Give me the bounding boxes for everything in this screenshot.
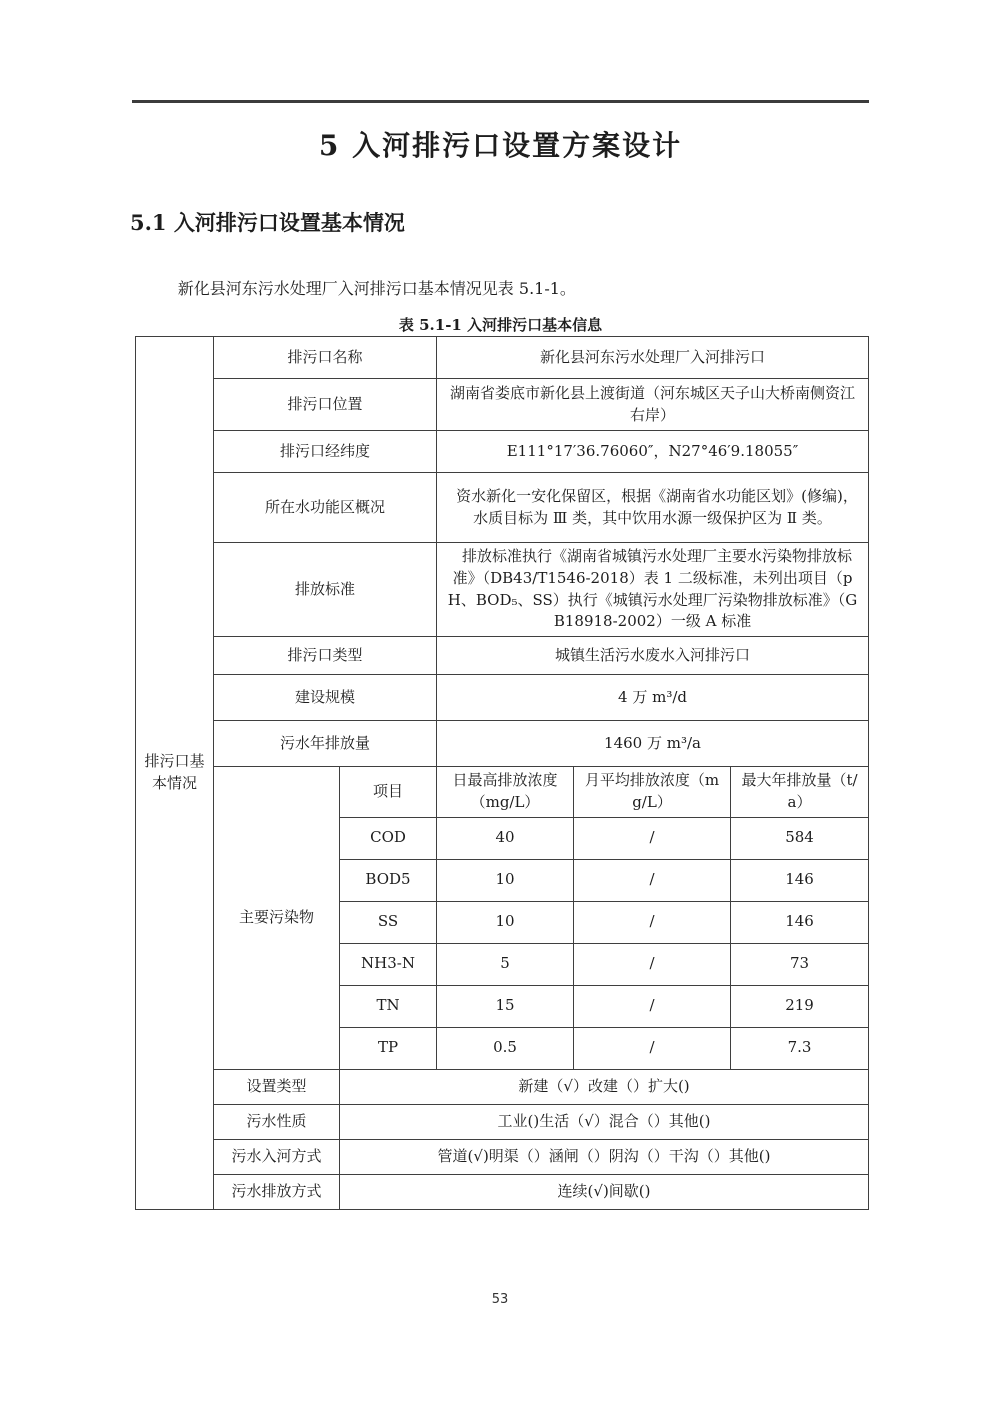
pollutant-name: NH3-N xyxy=(340,943,437,985)
intro-paragraph: 新化县河东污水处理厂入河排污口基本情况见表 5.1-1。 xyxy=(177,279,576,298)
row-value: 1460 万 m³/a xyxy=(437,721,869,767)
pollutant-daily-max: 15 xyxy=(437,985,574,1027)
column-header: 最大年排放量（t/a） xyxy=(731,767,869,818)
option-row xyxy=(136,1139,869,1174)
row-value: 新建（√）改建（）扩大() xyxy=(340,1069,869,1104)
table-row xyxy=(136,675,869,721)
pollutant-daily-max: 0.5 xyxy=(437,1027,574,1069)
pollutant-daily-max: 10 xyxy=(437,901,574,943)
row-label: 排污口名称 xyxy=(214,337,437,379)
row-label: 污水性质 xyxy=(214,1104,340,1139)
table-row xyxy=(136,637,869,675)
option-row xyxy=(136,1069,869,1104)
pollutant-name: BOD5 xyxy=(340,859,437,901)
pollutant-monthly-avg: / xyxy=(574,817,731,859)
table-row xyxy=(136,473,869,543)
pollutant-annual-max: 584 xyxy=(731,817,869,859)
group-label-cell: 排污口基本情况 xyxy=(136,337,214,1210)
table-row xyxy=(136,721,869,767)
pollutant-name: TN xyxy=(340,985,437,1027)
header-rule xyxy=(132,100,869,103)
row-value: 湖南省娄底市新化县上渡街道（河东城区天子山大桥南侧资江右岸） xyxy=(437,379,869,431)
pollutant-annual-max: 219 xyxy=(731,985,869,1027)
table-row xyxy=(136,337,869,379)
row-label: 建设规模 xyxy=(214,675,437,721)
row-value: 4 万 m³/d xyxy=(437,675,869,721)
table-row xyxy=(136,379,869,431)
row-value: 管道(√)明渠（）涵闸（）阴沟（）干沟（）其他() xyxy=(340,1139,869,1174)
row-value: 工业()生活（√）混合（）其他() xyxy=(340,1104,869,1139)
row-label: 排污口经纬度 xyxy=(214,431,437,473)
column-header: 项目 xyxy=(340,767,437,818)
option-row xyxy=(136,1174,869,1209)
pollutant-name: TP xyxy=(340,1027,437,1069)
pollutant-header-row xyxy=(136,767,869,818)
row-label: 污水排放方式 xyxy=(214,1174,340,1209)
column-header: 日最高排放浓度（mg/L） xyxy=(437,767,574,818)
pollutant-annual-max: 146 xyxy=(731,901,869,943)
row-value: 排放标准执行《湖南省城镇污水处理厂主要水污染物排放标准》（DB43/T1546-2018）表 1 二级标准，未列出项目（pH、BOD₅、SS）执行《城镇污水处理厂污染物排放标准》（GB18918-2002）一级 A 标准 xyxy=(437,543,869,637)
pollutant-annual-max: 146 xyxy=(731,859,869,901)
pollutant-daily-max: 40 xyxy=(437,817,574,859)
outlet-info-table xyxy=(135,336,869,1210)
pollutant-annual-max: 73 xyxy=(731,943,869,985)
row-label: 污水年排放量 xyxy=(214,721,437,767)
column-header: 月平均排放浓度（mg/L） xyxy=(574,767,731,818)
section-heading: 5.1 入河排污口设置基本情况 xyxy=(130,210,405,235)
row-value: 资水新化一安化保留区，根据《湖南省水功能区划》(修编)，水质目标为 Ⅲ 类，其中饮用水源一级保护区为 Ⅱ 类。 xyxy=(437,473,869,543)
row-value: 城镇生活污水废水入河排污口 xyxy=(437,637,869,675)
pollutant-daily-max: 10 xyxy=(437,859,574,901)
page-title: 5 入河排污口设置方案设计 xyxy=(318,129,683,162)
table-row xyxy=(136,543,869,637)
pollutant-monthly-avg: / xyxy=(574,1027,731,1069)
pollutant-monthly-avg: / xyxy=(574,943,731,985)
row-label: 排污口类型 xyxy=(214,637,437,675)
row-label: 排污口位置 xyxy=(214,379,437,431)
row-label: 排放标准 xyxy=(214,543,437,637)
pollutant-name: SS xyxy=(340,901,437,943)
row-label: 所在水功能区概况 xyxy=(214,473,437,543)
pollutant-monthly-avg: / xyxy=(574,901,731,943)
pollutant-monthly-avg: / xyxy=(574,859,731,901)
row-value: 连续(√)间歇() xyxy=(340,1174,869,1209)
row-value: 新化县河东污水处理厂入河排污口 xyxy=(437,337,869,379)
pollutant-daily-max: 5 xyxy=(437,943,574,985)
pollutant-group-label: 主要污染物 xyxy=(214,767,340,1070)
pollutant-monthly-avg: / xyxy=(574,985,731,1027)
pollutant-name: COD xyxy=(340,817,437,859)
row-value: E111°17′36.76060″，N27°46′9.18055″ xyxy=(437,431,869,473)
page-number: 53 xyxy=(491,1292,509,1307)
row-label: 污水入河方式 xyxy=(214,1139,340,1174)
pollutant-annual-max: 7.3 xyxy=(731,1027,869,1069)
table-caption: 表 5.1-1 入河排污口基本信息 xyxy=(398,316,603,334)
table-row xyxy=(136,431,869,473)
row-label: 设置类型 xyxy=(214,1069,340,1104)
option-row xyxy=(136,1104,869,1139)
